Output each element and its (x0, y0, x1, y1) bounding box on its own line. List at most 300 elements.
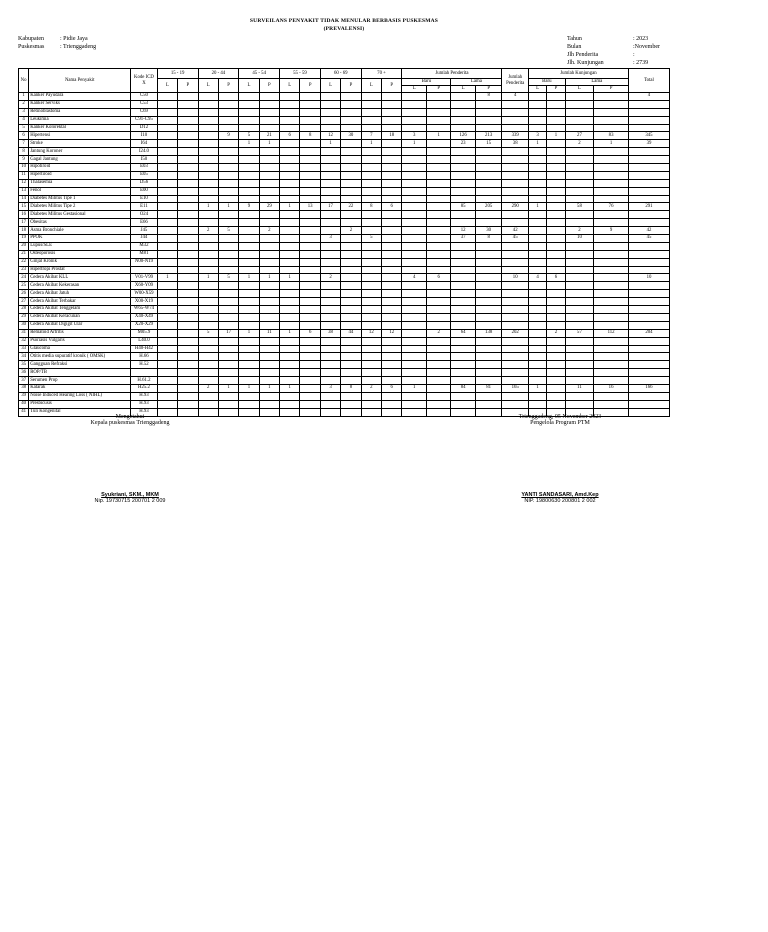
row-value (382, 290, 402, 298)
row-value: 12 (451, 227, 475, 235)
row-value (218, 156, 238, 164)
row-disease-name: Hipertiroid (29, 171, 131, 179)
row-value (361, 108, 381, 116)
row-value (565, 156, 594, 164)
table-row (19, 156, 670, 164)
row-value (239, 156, 259, 164)
row-value (259, 195, 279, 203)
row-value (280, 290, 300, 298)
row-value (502, 321, 529, 329)
row-value (239, 321, 259, 329)
row-value (341, 400, 361, 408)
row-icd-code: I50 (131, 156, 158, 164)
row-value (239, 124, 259, 132)
row-no: 38 (19, 384, 29, 392)
row-value (628, 282, 669, 290)
row-value (280, 164, 300, 172)
row-value: 2 (259, 227, 279, 235)
row-value (594, 211, 629, 219)
row-no: 13 (19, 187, 29, 195)
row-value (382, 140, 402, 148)
row-value: 8 (475, 93, 502, 101)
row-value (628, 179, 669, 187)
row-value: 6 (547, 274, 565, 282)
row-icd-code: C91-C95 (131, 116, 158, 124)
row-value (475, 313, 502, 321)
row-value (239, 100, 259, 108)
row-value (382, 345, 402, 353)
row-value (178, 361, 198, 369)
row-no: 35 (19, 361, 29, 369)
table-row (19, 400, 670, 408)
row-value (239, 408, 259, 416)
row-value (320, 227, 340, 235)
table-row (19, 148, 670, 156)
row-value (280, 377, 300, 385)
row-value (528, 313, 546, 321)
row-icd-code: H.93 (131, 408, 158, 416)
row-value (300, 235, 320, 243)
row-value (528, 321, 546, 329)
row-value (361, 179, 381, 187)
header-p: P (594, 86, 629, 93)
row-value (300, 266, 320, 274)
row-value (628, 353, 669, 361)
row-value (426, 156, 450, 164)
table-row (19, 124, 670, 132)
row-value (426, 211, 450, 219)
sig-left-line2: Kepala puskesmas Trienggadeng (90, 420, 170, 426)
row-value (239, 227, 259, 235)
row-value (178, 258, 198, 266)
row-value (280, 250, 300, 258)
table-row (19, 100, 670, 108)
row-value: 10 (565, 235, 594, 243)
row-value (239, 361, 259, 369)
row-value (451, 337, 475, 345)
row-value (547, 235, 565, 243)
row-value (341, 156, 361, 164)
row-no: 7 (19, 140, 29, 148)
row-value (475, 282, 502, 290)
row-value (382, 108, 402, 116)
row-value (451, 353, 475, 361)
row-value: 5 (218, 274, 238, 282)
row-value (300, 353, 320, 361)
row-no: 39 (19, 392, 29, 400)
row-value (628, 258, 669, 266)
row-value: 84 (451, 384, 475, 392)
table-row (19, 361, 670, 369)
table-row (19, 290, 670, 298)
row-value (157, 392, 177, 400)
row-value (198, 313, 218, 321)
row-value (259, 164, 279, 172)
row-value (502, 345, 529, 353)
row-value (361, 306, 381, 314)
row-value (157, 93, 177, 101)
row-value (451, 282, 475, 290)
row-value (547, 353, 565, 361)
row-value (178, 377, 198, 385)
row-value (341, 282, 361, 290)
row-value (218, 219, 238, 227)
row-value (475, 266, 502, 274)
table-row (19, 274, 670, 282)
row-value (451, 179, 475, 187)
row-no: 4 (19, 116, 29, 124)
row-value (565, 242, 594, 250)
row-value (218, 187, 238, 195)
row-value (198, 306, 218, 314)
row-value (528, 195, 546, 203)
row-value (528, 219, 546, 227)
row-value (178, 274, 198, 282)
row-icd-code (131, 266, 158, 274)
row-value (628, 250, 669, 258)
row-value: 213 (475, 132, 502, 140)
row-value (565, 345, 594, 353)
row-value (157, 156, 177, 164)
table-row (19, 132, 670, 140)
row-value (259, 290, 279, 298)
table-row (19, 313, 670, 321)
row-value (218, 164, 238, 172)
row-value (565, 282, 594, 290)
row-no: 22 (19, 258, 29, 266)
row-value (300, 227, 320, 235)
row-value (361, 369, 381, 377)
row-icd-code: C53 (131, 100, 158, 108)
row-value: 13 (300, 203, 320, 211)
row-icd-code: H.61.2 (131, 377, 158, 385)
row-value (628, 298, 669, 306)
row-value (565, 290, 594, 298)
row-value (547, 282, 565, 290)
row-value (239, 116, 259, 124)
row-icd-code: V01-V99 (131, 274, 158, 282)
row-value (300, 211, 320, 219)
row-disease-name: Retinoblastoma (29, 108, 131, 116)
row-value: 202 (502, 329, 529, 337)
row-disease-name: Cedera Akibat Jatuh (29, 290, 131, 298)
row-value (382, 235, 402, 243)
row-disease-name: Diabetes Militus Gestasional (29, 211, 131, 219)
header-p: P (178, 79, 198, 93)
row-value (320, 337, 340, 345)
row-value (259, 235, 279, 243)
row-value (198, 100, 218, 108)
row-value (341, 108, 361, 116)
row-no: 8 (19, 148, 29, 156)
row-icd-code: J44 (131, 235, 158, 243)
row-value (528, 171, 546, 179)
row-value (547, 171, 565, 179)
row-value (320, 392, 340, 400)
row-value (547, 187, 565, 195)
row-value (341, 258, 361, 266)
row-value (218, 148, 238, 156)
row-value (300, 258, 320, 266)
row-value (565, 369, 594, 377)
row-value (259, 298, 279, 306)
row-value (475, 242, 502, 250)
row-value (502, 211, 529, 219)
row-value (259, 156, 279, 164)
row-value (198, 148, 218, 156)
row-value (502, 250, 529, 258)
row-value (628, 124, 669, 132)
row-value (280, 116, 300, 124)
report-subtitle: (PREVALENSI) (323, 26, 365, 32)
row-value (300, 369, 320, 377)
row-value (280, 100, 300, 108)
row-icd-code: E03 (131, 164, 158, 172)
header-age-group: 45 - 54 (239, 69, 280, 79)
sig-left-line1: Mengetahui (115, 414, 145, 420)
header-total: Total (628, 69, 669, 93)
row-value: 81 (475, 384, 502, 392)
row-value (320, 187, 340, 195)
row-value: 29 (259, 203, 279, 211)
row-no: 17 (19, 219, 29, 227)
row-value (426, 100, 450, 108)
row-disease-name: Glaucoma (29, 345, 131, 353)
row-value: 39 (628, 140, 669, 148)
row-value (178, 345, 198, 353)
row-value (426, 258, 450, 266)
row-icd-code: L40.0 (131, 337, 158, 345)
row-value (547, 108, 565, 116)
row-value (300, 377, 320, 385)
row-value (218, 235, 238, 243)
row-value (239, 266, 259, 274)
row-disease-name: Ginjal Kronik (29, 258, 131, 266)
row-value (628, 361, 669, 369)
row-value (320, 108, 340, 116)
table-row (19, 187, 670, 195)
row-icd-code: I10 (131, 132, 158, 140)
row-value (198, 93, 218, 101)
row-value (565, 306, 594, 314)
row-value (280, 345, 300, 353)
row-no: 37 (19, 377, 29, 385)
row-icd-code: I24.0 (131, 148, 158, 156)
row-value (361, 408, 381, 416)
row-value (402, 179, 426, 187)
row-value (475, 377, 502, 385)
row-value (594, 400, 629, 408)
row-disease-name: Lupus/SLE (29, 242, 131, 250)
row-value (361, 116, 381, 124)
row-value (451, 93, 475, 101)
row-value (451, 258, 475, 266)
row-value (426, 369, 450, 377)
row-value (594, 250, 629, 258)
row-value (594, 266, 629, 274)
row-value (426, 321, 450, 329)
row-no: 12 (19, 179, 29, 187)
row-value: 6 (280, 132, 300, 140)
row-value: 4 (502, 93, 529, 101)
row-value (157, 235, 177, 243)
row-disease-name: Gangguan Refraksi (29, 361, 131, 369)
report-title: SURVEILANS PENYAKIT TIDAK MENULAR BERBASIS PUSKESMAS (249, 18, 439, 24)
row-value (341, 290, 361, 298)
row-value (198, 124, 218, 132)
row-value (341, 377, 361, 385)
row-value (502, 108, 529, 116)
row-value (361, 298, 381, 306)
row-value: 5 (218, 227, 238, 235)
row-value: 44 (341, 329, 361, 337)
row-value (178, 369, 198, 377)
row-value (178, 298, 198, 306)
row-value (528, 377, 546, 385)
row-value (259, 242, 279, 250)
row-value (320, 258, 340, 266)
header-l: L (280, 79, 300, 93)
row-value: 1 (198, 203, 218, 211)
row-value (178, 132, 198, 140)
row-value (502, 219, 529, 227)
row-value: 38 (502, 140, 529, 148)
row-value (361, 400, 381, 408)
row-value: 1 (280, 384, 300, 392)
row-value (280, 321, 300, 329)
row-value (426, 140, 450, 148)
row-value (565, 392, 594, 400)
row-value: 2 (565, 140, 594, 148)
row-value (178, 179, 198, 187)
row-value (157, 211, 177, 219)
row-value (280, 242, 300, 250)
row-value (198, 408, 218, 416)
row-no: 14 (19, 195, 29, 203)
row-value (361, 211, 381, 219)
row-value (594, 306, 629, 314)
row-value (361, 250, 381, 258)
row-value: 23 (451, 140, 475, 148)
row-value (426, 171, 450, 179)
row-value (528, 108, 546, 116)
row-value (402, 116, 426, 124)
row-value (198, 392, 218, 400)
row-value (628, 377, 669, 385)
row-value: 6 (300, 329, 320, 337)
row-value (426, 377, 450, 385)
row-value (239, 392, 259, 400)
row-value: 2 (547, 329, 565, 337)
row-disease-name: Cedera Akibat Digigit Ular (29, 321, 131, 329)
row-value (341, 235, 361, 243)
row-no: 6 (19, 132, 29, 140)
header-p: P (218, 79, 238, 93)
row-value (198, 298, 218, 306)
row-value (218, 100, 238, 108)
row-value: 165 (502, 384, 529, 392)
row-value: 2 (198, 384, 218, 392)
row-value (198, 250, 218, 258)
row-value (280, 266, 300, 274)
row-value: 5 (239, 132, 259, 140)
row-value (320, 282, 340, 290)
row-value: 6 (382, 203, 402, 211)
row-value (402, 337, 426, 345)
row-value (426, 187, 450, 195)
header-nama-penyakit: Nama Penyakit (29, 69, 131, 93)
row-value (178, 219, 198, 227)
row-value (382, 171, 402, 179)
row-value (547, 345, 565, 353)
row-value: 1 (528, 140, 546, 148)
row-value (547, 384, 565, 392)
row-value (320, 219, 340, 227)
row-value (475, 298, 502, 306)
row-value: 45 (628, 235, 669, 243)
row-value (451, 242, 475, 250)
row-value (300, 116, 320, 124)
row-value (547, 266, 565, 274)
row-no: 41 (19, 408, 29, 416)
row-value (157, 140, 177, 148)
row-value: 22 (341, 203, 361, 211)
row-value (320, 353, 340, 361)
row-value: 1 (218, 384, 238, 392)
row-value (320, 377, 340, 385)
row-value: 1 (426, 132, 450, 140)
row-value (451, 156, 475, 164)
row-value (239, 171, 259, 179)
row-value (426, 392, 450, 400)
row-value (402, 313, 426, 321)
row-value: 4 (402, 274, 426, 282)
row-value (426, 282, 450, 290)
table-row (19, 211, 670, 219)
row-value (198, 171, 218, 179)
row-value: 3 (402, 132, 426, 140)
row-value (547, 250, 565, 258)
row-value (528, 266, 546, 274)
row-value (382, 392, 402, 400)
row-value (547, 369, 565, 377)
row-value (528, 400, 546, 408)
sig-right-line2: Pengelola Program PTM (530, 420, 590, 426)
row-value (628, 211, 669, 219)
row-value (320, 345, 340, 353)
row-no: 2 (19, 100, 29, 108)
row-value (565, 124, 594, 132)
row-icd-code: H.66 (131, 353, 158, 361)
row-icd-code: O24 (131, 211, 158, 219)
row-value: 2 (198, 227, 218, 235)
row-value (565, 179, 594, 187)
header-p: P (547, 86, 565, 93)
row-no: 36 (19, 369, 29, 377)
row-value (361, 187, 381, 195)
row-value (382, 298, 402, 306)
row-value: 1 (528, 384, 546, 392)
row-value (628, 219, 669, 227)
row-value (402, 124, 426, 132)
header-p: P (426, 86, 450, 93)
row-value (300, 179, 320, 187)
row-value (426, 164, 450, 172)
row-value (300, 321, 320, 329)
row-disease-name: Gagal Jantung (29, 156, 131, 164)
row-value (259, 219, 279, 227)
sig-left-name: Syukriani, SKM., MKM (101, 492, 159, 498)
